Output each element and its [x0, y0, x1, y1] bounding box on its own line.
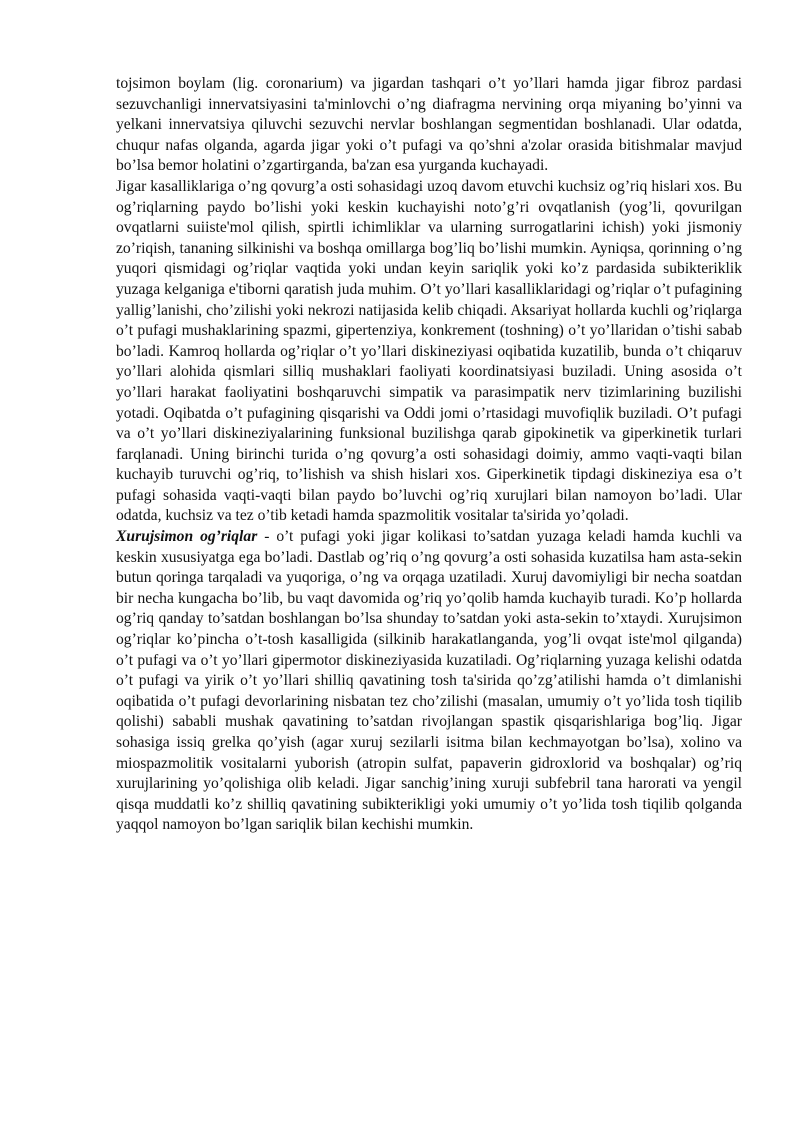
paragraph-colic-body: - o’t pufagi yoki jigar kolikasi to’satdan yuzaga keladi hamda kuchli va keskin xususiyatga ega bo’ladi. Dastlab og’riq o’ng qovurg’a osti sohasida kuzatilsa ham asta-sekin butun qoringa tarqaladi va yuqoriga, o’ng va orqaga uzatiladi. Xuruj davomiyligi bir necha soatdan bir necha kungacha bo’lib, bu vaqt davomida og’riq yo’qolib hamda kuchayib turadi. Ko’p hollarda og’riq qanday to’satdan boshlangan bo’lsa shunday to’satdan yoki asta-sekin to’xtaydi. Xurujsimon og’riqlar ko’pincha o’t-tosh kasalligida (silkinib harakatlanganda, yog’li ovqat iste'mol qilganda) o’t pufagi va o’t yo’llari gipermotor diskineziyasida kuzatiladi. Og’riqlarning yuzaga kelishi odatda o’t pufagi va yirik o’t yo’llari shilliq qavatining tosh ta'sirida qo’zg’atilishi hamda o’t dimlanishi oqibatida o’t pufagi devorlarining nisbatan tez cho’zilishi (masalan, umumiy o’t yo’lida tosh tiqilib qolishi) sababli mushak qavatining to’satdan rivojlangan spastik qisqarishlariga bog’liq. Jigar sohasiga issiq grelka qo’yish (agar xuruj sezilarli isitma bilan kechmayotgan bo’lsa), xolino va miospazmolitik vositalarni yuborish (atropin sulfat, papaverin gidroxlorid va boshqalar) og’riq xurujlarining yo’qolishiga olib keladi. Jigar sanchig’ining xuruji subfebril tana harorati va yengil qisqa muddatli ko’z shilliq qavatining subikterikligi yoki umumiy o’t yo’lida tosh tiqilib qolganda yaqqol namoyon bo’lgan sariqlik bilan kechishi mumkin.: [116, 528, 742, 834]
paragraph-colic-pain: [116, 527, 742, 836]
paragraph-innervation: tojsimon boylam (lig. coronarium) va jigardan tashqari o’t yo’llari hamda jigar fibroz pardasi sezuvchanligi innervatsiyasini ta'minlovchi o’ng diafragma nervining orqa miyaning bo’yinni va yelkani innervatsiya qiluvchi sezuvchi nervlar boshlangan segmentidan boshlanadi. Ular odatda, chuqur nafas olganda, agarda jigar yoki o’t pufagi va qo’shni a'zolar orasida bitishmalar mavjud bo’lsa bemor holatini o’zgartirganda, ba'zan esa yurganda kuchayadi.: [116, 75, 742, 175]
term-heading: Xurujsimon og’riqlar: [116, 528, 258, 546]
document-page: [116, 74, 742, 836]
paragraph-liver-pain: Jigar kasalliklariga o’ng qovurg’a osti sohasidagi uzoq davom etuvchi kuchsiz og’riq hislari xos. Bu og’riqlarning paydo bo’lishi yoki keskin kuchayishi noto’g’ri ovqatlanish (yog’li, qovurilgan ovqatlarni suiiste'mol qilish, spirtli ichimliklar va ularning surrogatlarini ichish) yoki jismoniy zo’riqish, tananing silkinishi va boshqa omillarga bog’liq bo’lishi mumkin. Ayniqsa, qorinning o’ng yuqori qismidagi og’riqlar vaqtida yoki undan keyin sariqlik yoki ko’z pardasida subikteriklik yuzaga kelganiga e'tiborni qaratish juda muhim. O’t yo’llari kasalliklaridagi og’riqlar o’t pufagining yallig’lanishi, cho’zilishi yoki nekrozi natijasida kelib chiqadi. Aksariyat hollarda kuchli og’riqlarga o’t pufagi mushaklarining spazmi, gipertenziya, konkrement (toshning) o’t yo’llaridan o’tishi sabab bo’ladi. Kamroq hollarda og’riqlar o’t yo’llari diskineziyasi oqibatida kuzatilib, bunda o’t chiqaruv yo’llari alohida qismlari silliq mushaklari faoliyati koordinatsiyasi buziladi. Uning asosida o’t yo’llari harakat faoliyatini boshqaruvchi simpatik va parasimpatik nerv tizimlarining buzilishi yotadi. Oqibatda o’t pufagining qisqarishi va Oddi jomi o’rtasidagi muvofiqlik buziladi. O’t pufagi va o’t yo’llari diskineziyalarining funksional buzilishga qarab gipokinetik va giperkinetik turlari farqlanadi. Uning birinchi turida o’ng qovurg’a osti sohasidagi doimiy, ammo vaqti-vaqti bilan kuchayib turuvchi og’riq, to’lishish va shish hislari xos. Giperkinetik tipdagi diskineziya esa o’t pufagi sohasida vaqti-vaqti bilan paydo bo’luvchi og’riq xurujlari bilan namoyon bo’ladi. Ular odatda, kuchsiz va tez o’tib ketadi hamda spazmolitik vositalar ta'sirida yo’qoladi.: [116, 177, 742, 525]
